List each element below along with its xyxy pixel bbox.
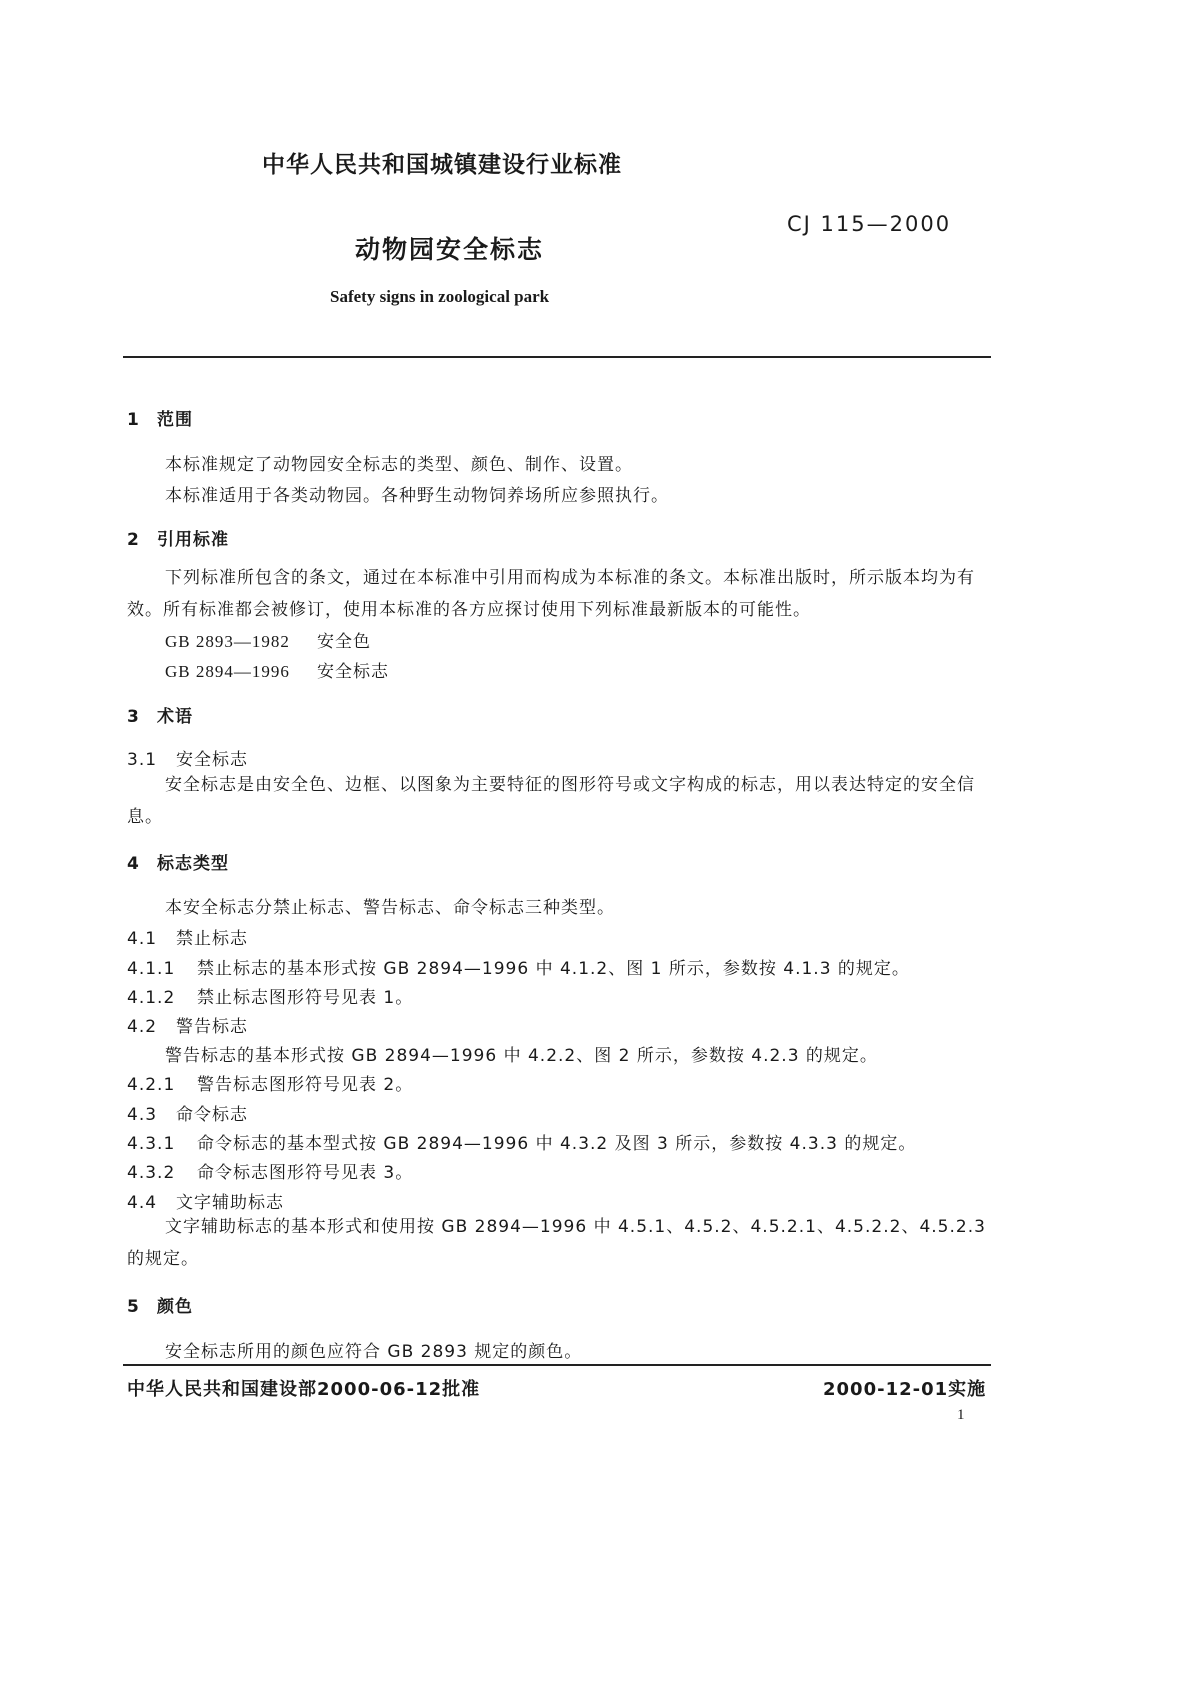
section-1-heading <box>127 405 193 430</box>
reference-row <box>165 627 371 652</box>
clause-text: 文字辅助标志 <box>176 1193 284 1213</box>
subsection-title: 安全标志 <box>176 750 248 770</box>
clause-number: 4.3.1 <box>127 1134 176 1154</box>
clause-row <box>127 983 413 1008</box>
section-number: 5 <box>127 1297 140 1317</box>
clause-paragraph <box>165 1041 878 1066</box>
document-title: 动物园安全标志 <box>355 235 545 264</box>
clause-row <box>127 954 910 979</box>
clause-row <box>127 1158 413 1183</box>
subsection-number: 3.1 <box>127 750 158 770</box>
clause-number: 4.4 <box>127 1193 158 1213</box>
reference-code: GB 2894—1996 <box>165 662 290 681</box>
footer-divider <box>123 1364 991 1366</box>
clause-row <box>127 924 248 949</box>
section-title: 颜色 <box>157 1297 193 1317</box>
clause-number: 4.2 <box>127 1017 158 1037</box>
section-number: 3 <box>127 707 140 727</box>
section-title: 术语 <box>157 707 193 727</box>
approval-line: 中华人民共和国建设部2000-06-12批准 <box>127 1379 481 1400</box>
section-4-heading <box>127 849 229 874</box>
clause-row <box>127 1012 248 1037</box>
effective-date-line: 2000-12-01实施 <box>823 1379 987 1400</box>
subsection-3-1-heading <box>127 745 248 770</box>
clause-text: 警告标志图形符号见表 2。 <box>197 1075 414 1095</box>
clause-text: 警告标志的基本形式按 GB 2894—1996 中 4.2.2、图 2 所示，参数按 4.2.3 的规定。 <box>165 1046 878 1066</box>
clause-number: 4.2.1 <box>127 1075 176 1095</box>
section-title: 标志类型 <box>157 854 229 874</box>
subsection-3-1-text: 安全标志是由安全色、边框、以图象为主要特征的图形符号或文字构成的标志，用以表达特定的安全信息。 <box>127 775 975 827</box>
section-1-paragraph-1: 本标准规定了动物园安全标志的类型、颜色、制作、设置。 <box>165 455 633 475</box>
clause-text: 警告标志 <box>176 1017 248 1037</box>
org-title: 中华人民共和国城镇建设行业标准 <box>262 152 622 178</box>
reference-name: 安全标志 <box>317 662 389 682</box>
clause-number: 4.1.2 <box>127 988 176 1008</box>
header-divider <box>123 356 991 358</box>
section-number: 4 <box>127 854 140 874</box>
section-number: 1 <box>127 410 140 430</box>
section-4-intro: 本安全标志分禁止标志、警告标志、命令标志三种类型。 <box>165 898 615 918</box>
reference-name: 安全色 <box>317 632 371 652</box>
reference-code: GB 2893—1982 <box>165 632 290 651</box>
clause-row <box>127 1070 413 1095</box>
reference-row <box>165 657 389 682</box>
clause-text: 禁止标志的基本形式按 GB 2894—1996 中 4.1.2、图 1 所示，参数按 4.1.3 的规定。 <box>197 959 910 979</box>
clause-number: 4.1.1 <box>127 959 176 979</box>
section-number: 2 <box>127 530 140 550</box>
clause-text: 禁止标志 <box>176 929 248 949</box>
clause-text: 命令标志的基本型式按 GB 2894—1996 中 4.3.2 及图 3 所示，参数按 4.3.3 的规定。 <box>197 1134 917 1154</box>
document-title-english: Safety signs in zoological park <box>330 287 550 306</box>
clause-number: 4.3 <box>127 1105 158 1125</box>
section-2-paragraph: 下列标准所包含的条文，通过在本标准中引用而构成为本标准的条文。本标准出版时，所示版本均为有效。所有标准都会被修订，使用本标准的各方应探讨使用下列标准最新版本的可能性。 <box>127 568 975 620</box>
clause-number: 4.3.2 <box>127 1163 176 1183</box>
section-3-heading <box>127 702 193 727</box>
clause-text: 命令标志 <box>176 1105 248 1125</box>
section-title: 范围 <box>157 410 193 430</box>
section-1-paragraph-2: 本标准适用于各类动物园。各种野生动物饲养场所应参照执行。 <box>165 486 669 506</box>
section-5-paragraph: 安全标志所用的颜色应符合 GB 2893 规定的颜色。 <box>165 1342 583 1362</box>
standard-code: CJ 115—2000 <box>787 212 952 236</box>
section-2-heading <box>127 525 229 550</box>
clause-number: 4.1 <box>127 929 158 949</box>
clause-text: 禁止标志图形符号见表 1。 <box>197 988 414 1008</box>
section-title: 引用标准 <box>157 530 229 550</box>
clause-4-4-text: 文字辅助标志的基本形式和使用按 GB 2894—1996 中 4.5.1、4.5.2、4.5.2.1、4.5.2.2、4.5.2.3 的规定。 <box>127 1217 986 1269</box>
clause-row <box>127 1188 284 1213</box>
section-5-heading <box>127 1292 193 1317</box>
clause-row <box>127 1100 248 1125</box>
clause-text: 命令标志图形符号见表 3。 <box>197 1163 414 1183</box>
page-number: 1 <box>957 1407 965 1423</box>
clause-row <box>127 1129 916 1154</box>
